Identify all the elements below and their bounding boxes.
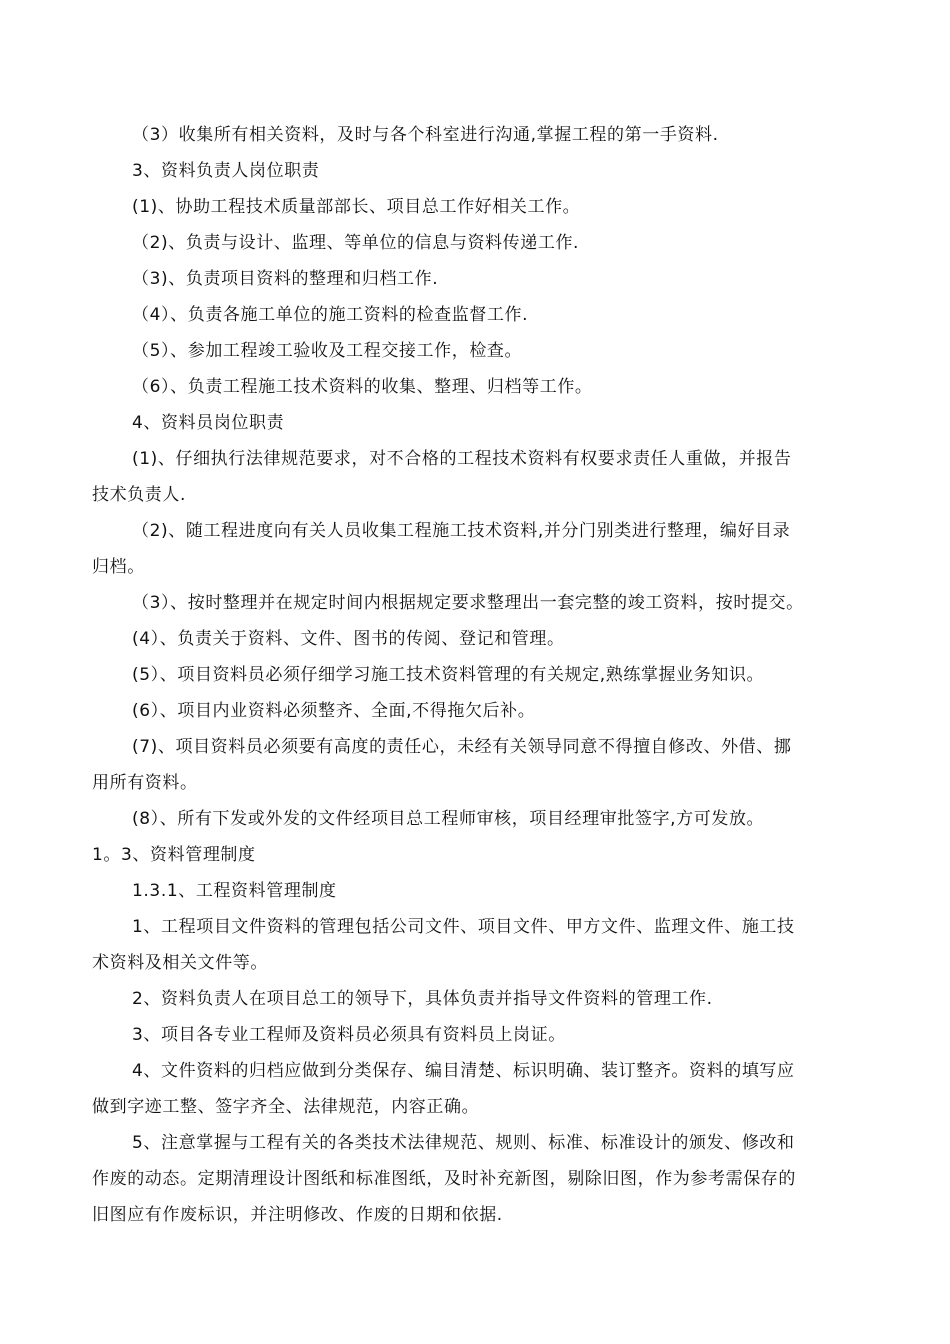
text-line: 用所有资料。: [92, 773, 198, 793]
text-line: （6）、负责工程施工技术资料的收集、整理、归档等工作。: [132, 377, 593, 397]
text-line: 做到字迹工整、签字齐全、法律规范，内容正确。: [92, 1097, 480, 1117]
text-line: 旧图应有作废标识，并注明修改、作废的日期和依据.: [92, 1205, 503, 1225]
section-heading: 4、资料员岗位职责: [132, 413, 285, 433]
text-line: (5）、项目资料员必须仔细学习施工技术资料管理的有关规定,熟练掌握业务知识。: [132, 665, 765, 685]
text-line: (4）、负责关于资料、文件、图书的传阅、登记和管理。: [132, 629, 565, 649]
text-line: 归档。: [92, 557, 145, 577]
text-line: 1、工程项目文件资料的管理包括公司文件、项目文件、甲方文件、监理文件、施工技: [132, 917, 795, 937]
text-line: （4）、负责各施工单位的施工资料的检查监督工作.: [132, 305, 529, 325]
text-line: 技术负责人.: [92, 485, 187, 505]
text-line: （5）、参加工程竣工验收及工程交接工作，检查。: [132, 341, 523, 361]
section-heading: 3、资料负责人岗位职责: [132, 161, 320, 181]
text-line: (7)、项目资料员必须要有高度的责任心，未经有关领导同意不得擅自修改、外借、挪: [132, 737, 792, 757]
text-line: 术资料及相关文件等。: [92, 953, 268, 973]
text-line: 作废的动态。定期清理设计图纸和标准图纸，及时补充新图，剔除旧图，作为参考需保存的: [92, 1169, 796, 1189]
text-line: 4、文件资料的归档应做到分类保存、编目清楚、标识明确、装订整齐。资料的填写应: [132, 1061, 795, 1081]
text-line: （2)、随工程进度向有关人员收集工程施工技术资料,并分门别类进行整理，编好目录: [132, 521, 791, 541]
text-line: 2、资料负责人在项目总工的领导下，具体负责并指导文件资料的管理工作.: [132, 989, 713, 1009]
section-heading: 1。3、资料管理制度: [92, 845, 256, 865]
text-line: 3、项目各专业工程师及资料员必须具有资料员上岗证。: [132, 1025, 566, 1045]
text-line: （2)、负责与设计、监理、等单位的信息与资料传递工作.: [132, 233, 580, 253]
subsection-heading: 1.3.1、工程资料管理制度: [132, 881, 337, 901]
text-line: 5、注意掌握与工程有关的各类技术法律规范、规则、标准、标准设计的颁发、修改和: [132, 1133, 795, 1153]
text-line: (1)、仔细执行法律规范要求，对不合格的工程技术资料有权要求责任人重做，并报告: [132, 449, 792, 469]
text-line: （3)、负责项目资料的整理和归档工作.: [132, 269, 439, 289]
text-line: (6）、项目内业资料必须整齐、全面,不得拖欠后补。: [132, 701, 536, 721]
text-line: （3）收集所有相关资料，及时与各个科室进行沟通,掌握工程的第一手资料.: [132, 125, 719, 145]
text-line: (8）、所有下发或外发的文件经项目总工程师审核，项目经理审批签字,方可发放。: [132, 809, 765, 829]
text-line: （3）、按时整理并在规定时间内根据规定要求整理出一套完整的竣工资料，按时提交。: [132, 593, 804, 613]
text-line: (1)、协助工程技术质量部部长、项目总工作好相关工作。: [132, 197, 581, 217]
